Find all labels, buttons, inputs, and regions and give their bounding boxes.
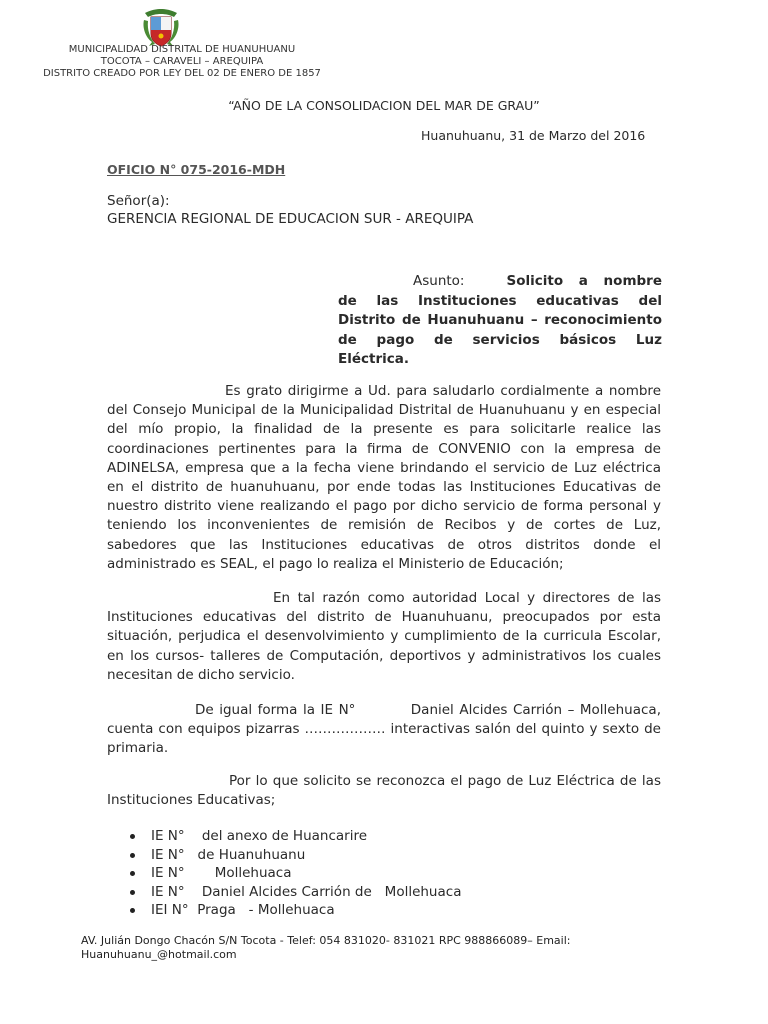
list-item: IEI N° Praga - Mollehuaca [130,901,461,920]
municipality-name: MUNICIPALIDAD DISTRITAL DE HUANUHUANU [68,44,296,55]
body-paragraph-1: Es grato dirigirme a Ud. para saludarlo cordialmente a nombre del Consejo Municipal de la Municipalidad Distrital de Huanuhuanu y en especial del mío propio, la finalidad de la presente es para solicitarle realice las coordinaciones pertinentes para la firma de CONVENIO con la empresa de ADINELSA, empresa que a la fecha viene brindando el servicio de Luz eléctrica en el distrito de huanuhuanu, por ende todas las Instituciones Educativas de nuestro distrito viene realizando el pago por dicho servicio de forma personal y teniendo los inconvenientes de remisión de Recibos y de cortes de Luz, sabedores que las Instituciones educativas de otros distritos donde el administrado es SEAL, el pago lo realiza el Ministerio de Educación; [107,383,661,572]
bullet-icon [130,890,135,895]
footer-contact [81,934,571,962]
bullet-icon [130,871,135,876]
oficio-number: OFICIO N° 075-2016-MDH [107,162,286,177]
body-paragraph-4: Por lo que solicito se reconozca el pago de Luz Eléctrica de las Instituciones Educativas; [107,773,661,809]
list-item: IE N° Daniel Alcides Carrión de Mollehuaca [130,883,461,902]
list-item: IE N° de Huanuhuanu [130,846,461,865]
bullet-icon [130,853,135,858]
district-creation-note: DISTRITO CREADO POR LEY DEL 02 DE ENERO DE 1857 [43,68,321,79]
subject-label: Asunto: [413,273,465,289]
year-motto: “AÑO DE LA CONSOLIDACION DEL MAR DE GRAU” [228,98,540,113]
recipient-name: GERENCIA REGIONAL DE EDUCACION SUR - AREQUIPA [107,211,474,227]
body-paragraph-2: En tal razón como autoridad Local y directores de las Instituciones educativas del distrito de Huanuhuanu, preocupados por esta situación, perjudica el desenvolvimiento y cumplimiento de la curricula Escolar, en los cursos- talleres de Computación, deportivos y administrativos los cuales necesitan de dicho servicio. [107,590,661,683]
subject-text: Solicito a nombre de las Instituciones educativas del Distrito de Huanuhuanu – reconocimiento de pago de servicios básicos Luz Eléctrica. [338,273,662,367]
municipality-location: TOCOTA – CARAVELI – AREQUIPA [100,56,264,67]
institutions-list [130,827,461,920]
list-item: IE N° del anexo de Huancarire [130,827,461,846]
bullet-icon [130,834,135,839]
subject-block [338,272,662,370]
footer-address: AV. Julián Dongo Chacón S/N Tocota - Telef: 054 831020- 831021 RPC 988866089– Email: [81,934,571,947]
bullet-icon [130,908,135,913]
salutation: Señor(a): [107,193,170,209]
letter-date: Huanuhuanu, 31 de Marzo del 2016 [421,128,646,143]
body-paragraph-3: De igual forma la IE N° Daniel Alcides Carrión – Mollehuaca, cuenta con equipos pizarras ……………… interactivas salón del quinto y sexto de primaria. [107,702,666,757]
list-item: IE N° Mollehuaca [130,864,461,883]
coat-of-arms-icon [140,8,182,48]
footer-email: Huanuhuanu_@hotmail.com [81,948,237,961]
